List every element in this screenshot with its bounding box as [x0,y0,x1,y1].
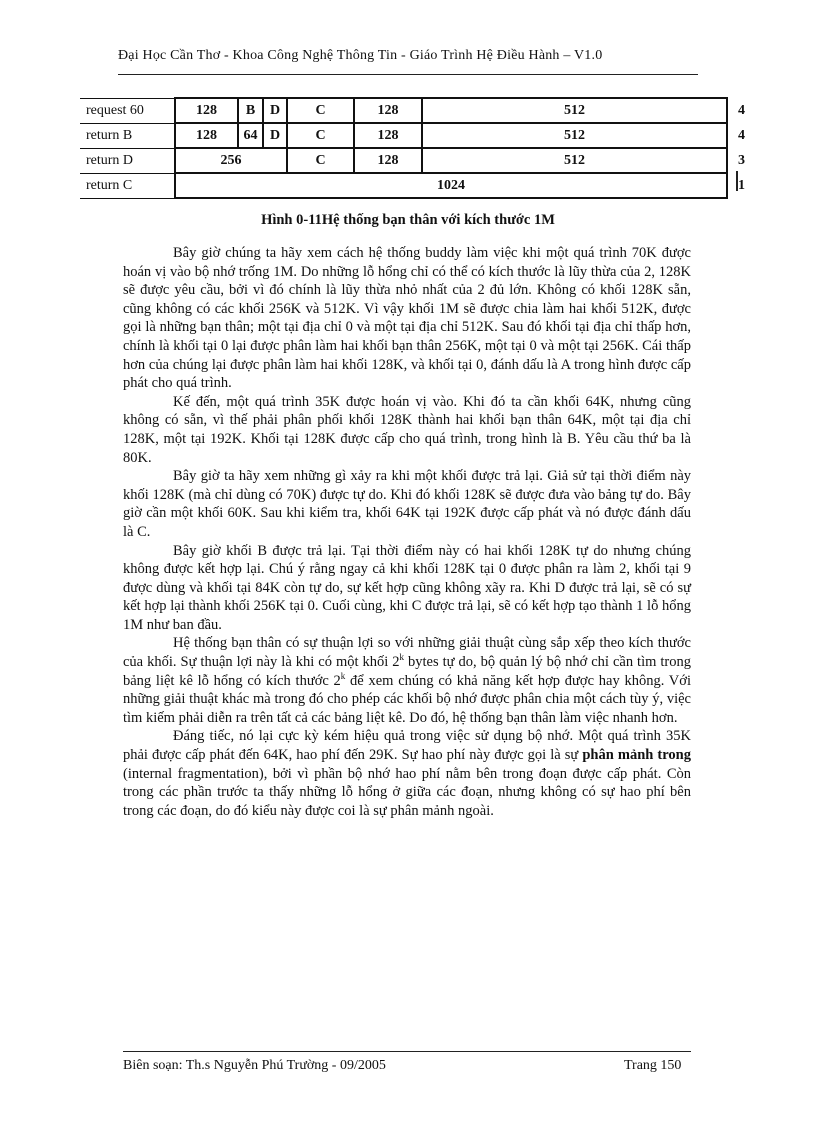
block-cell: 512 [422,148,727,173]
body-text [123,244,691,820]
block-cell: C [287,148,354,173]
block-cell: 512 [422,98,727,123]
hole-count: 4 [738,128,745,143]
table-row [80,173,749,198]
paragraph: Bây giờ ta hãy xem những gì xảy ra khi một khối được trả lại. Giả sử tại thời điểm này khối 128K (mà chỉ dùng có 70K) được tự do. Khi đó khối 128K sẽ được đưa vào bảng tự do. Bây giờ cần một khối 60K. Sau khi kiểm tra, khối 64K tại 192K được cấp phát và nó được đánh dấu là C. [123,468,691,540]
text-run: (internal fragmentation), bởi vì phần bộ nhớ hao phí nằm bên trong đoạn được cấp phát. Còn trong các phần trước ta thấy những lỗ hổng ở giữa các đoạn, nhưng không có sự hao phí bên trong các đoạn, do đó kiểu này được coi là sự phân mảnh ngoài. [123,765,691,819]
header-divider [118,74,698,75]
block-cell: 512 [422,123,727,148]
row-label: return D [80,148,175,173]
paragraph: Bây giờ chúng ta hãy xem cách hệ thống buddy làm việc khi một quá trình 70K được hoán vị vào bộ nhớ trống 1M. Do những lỗ hổng chỉ có thể có kích thước là lũy thừa của 2, 128K sẽ được yêu cầu, bởi vì đó chính là lũy thừa nhỏ nhất của 2 đủ lớn. Không có khối 128K sẵn, cũng không có các khối 256K và 512K. Vì vậy khối 1M sẽ được chia làm hai khối 512K, được gọi là những bạn thân; một tại địa chỉ 0 và một tại địa chỉ 512K. Sau đó khối tại địa chỉ thấp hơn, chính là khối tại 0 lại được phân làm hai khối bạn thân 256K, một tại 0 và một tại 256K. Cái thấp hơn của chúng lại được phân làm hai khối 128K, và khối tại 0, đánh dấu là A trong hình được cấp phát cho quá trình. [123,245,691,392]
text-run: Hệ thống bạn thân có sự thuận lợi so với những giải thuật cùng sắp xếp theo kích thước của khối. Sự thuận lợi này là khi có một khối 2 [123,635,691,671]
table-row [80,123,749,148]
row-label: request 60 [80,98,175,123]
footer-divider [123,1051,691,1052]
block-cell: 128 [175,123,238,148]
text-run: Đáng tiếc, nó lại cực kỳ kém hiệu quả trong việc sử dụng bộ nhớ. Một quá trình 35K phải được cấp phát đến 64K, hao phí đến 29K. Sự hao phí này được gọi là sự [123,728,691,764]
footer-author: Biên soạn: Th.s Nguyễn Phú Trường - 09/2005 [123,1058,386,1073]
table-row [80,148,749,173]
table-row [80,98,749,123]
block-cell: D [263,123,287,148]
text-run: bytes tự do, bộ quản lý bộ nhớ chỉ cần tìm trong bảng liệt kê lỗ hổng có kích thước 2 [123,654,691,689]
block-cell: D [263,98,287,123]
page-header: Đại Học Cần Thơ - Khoa Công Nghệ Thông Tin - Giáo Trình Hệ Điều Hành – V1.0 [118,48,603,63]
hole-count: 3 [738,153,745,168]
text-run: để xem chúng có khả năng kết hợp được hay không. Với những giải thuật khác mà trong đó cho phép các khối bộ nhớ được phân chia một cách tùy ý, việc tìm kiếm phải diễn ra trên tất cả các bảng liệt kê. Do đó, hệ thống bạn thân làm việc nhanh hơn. [123,672,691,726]
block-cell: B [238,98,263,123]
block-cell: 1024 [175,173,727,198]
row-label: return C [80,173,175,198]
block-cell: 128 [354,148,422,173]
block-cell: C [287,123,354,148]
block-cell: 256 [175,148,287,173]
page-number: Trang 150 [624,1058,682,1073]
buddy-allocation-table [80,97,749,199]
block-cell: 128 [354,123,422,148]
figure-caption: Hình 0-11Hệ thống bạn thân với kích thước 1M [261,212,555,228]
bold-term: phân mảnh trong [582,747,691,764]
paragraph: Bây giờ khối B được trả lại. Tại thời điểm này có hai khối 128K tự do nhưng chúng không được kết hợp lại. Chú ý rằng ngay cả khi khối 128K tại 0 được phân ra làm 2, khối tại 9 được dùng và khối tại 84K còn tự do, sự kết hợp cũng không xãy ra. Khi D được trả lại, sẽ có sự kết hợp lại thành khối 256K tại 0. Cuối cùng, khi C được trả lại, sẽ có kết hợp tạo thành 1 lỗ hổng 1M như ban đầu. [123,542,691,633]
hole-count: 1 [738,178,745,193]
row-label: return B [80,123,175,148]
superscript: k [399,652,405,663]
block-cell: 128 [354,98,422,123]
margin-mark [736,171,738,191]
superscript: k [340,670,346,681]
block-cell: 128 [175,98,238,123]
paragraph: Kế đến, một quá trình 35K được hoán vị vào. Khi đó ta cần khối 64K, nhưng cũng không có sẵn, vì thế phải phân phối khối 128K thành hai khối bạn thân 64K, một tại địa chỉ 128K, một tại 192K. Khối tại 128K được cấp cho quá trình, trong hình là B. Yêu cầu thứ ba là 80K. [123,393,691,466]
hole-count: 4 [738,103,745,118]
paragraph [123,634,691,727]
block-cell: C [287,98,354,123]
block-cell: 64 [238,123,263,148]
paragraph [123,727,691,820]
